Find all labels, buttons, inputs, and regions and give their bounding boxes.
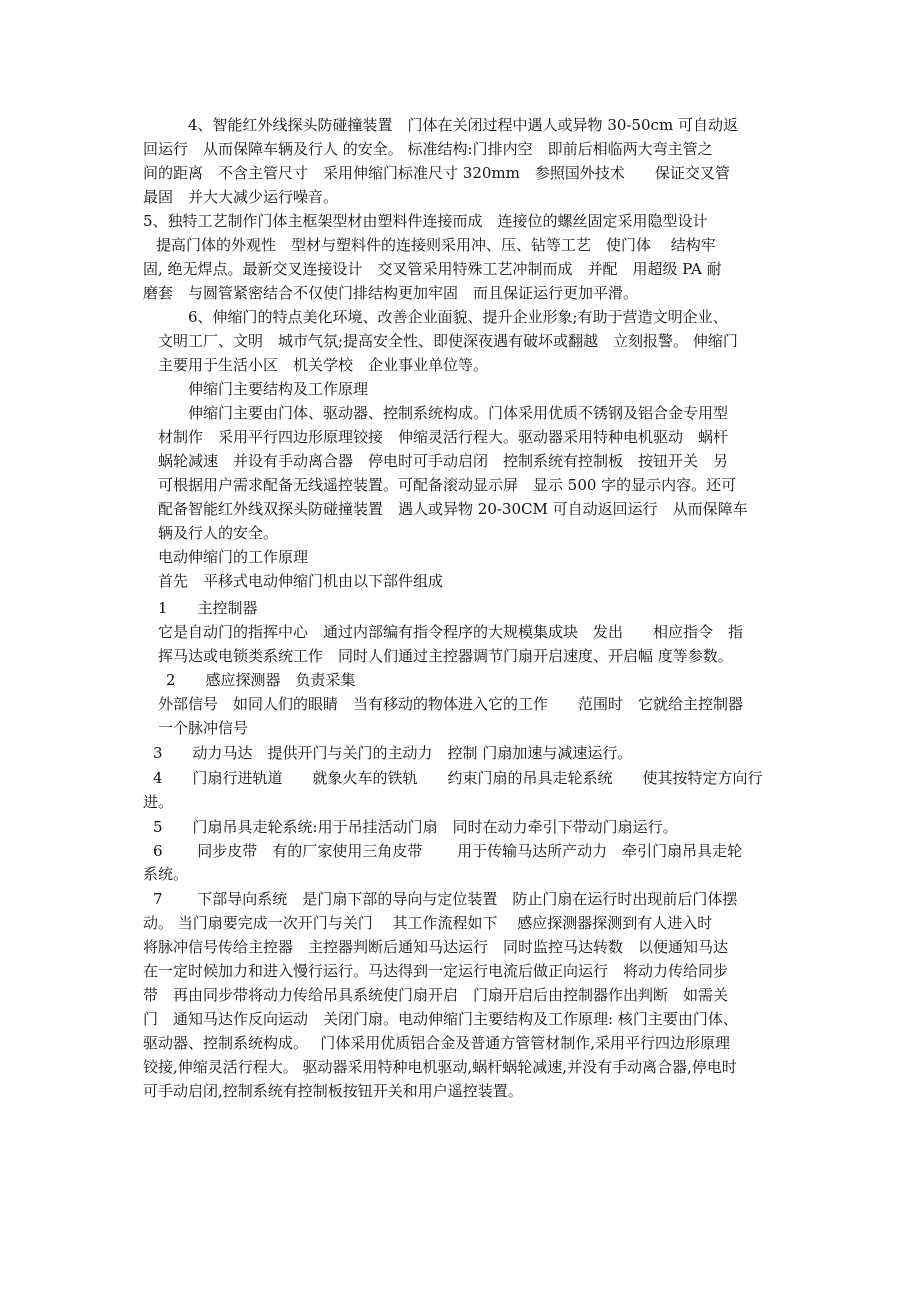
text-line: 文明工厂、文明 城市气氛;提高安全性、即使深夜遇有破坏或翻越 立刻报警。 伸缩门 [158,332,738,350]
text-line: 系统。 [143,865,189,883]
text-line: 配备智能红外线双探头防碰撞装置 遇人或异物 20-30CM 可自动返回运行 从而保障车 [158,500,748,518]
text-line: 它是自动门的指挥中心 通过内部编有指令程序的大规模集成块 发出 相应指令 指 [158,623,744,641]
text-line: 6 同步皮带 有的厂家使用三角皮带 用于传输马达所产动力 牵引门扇吊具走轮 [153,842,743,860]
text-line: 最固 并大大减少运行噪音。 [143,188,339,206]
text-line: 间的距离 不含主管尺寸 采用伸缩门标准尺寸 320mm 参照国外技术 保证交叉管 [143,164,730,182]
text-line: 主要用于生活小区 机关学校 企业事业单位等。 [158,356,489,374]
text-line: 进。 [143,793,174,811]
text-line: 驱动器、控制系统构成。 门体采用优质铝合金及普通方管管材制作,采用平行四边形原理 [143,1034,731,1052]
text-line: 材制作 采用平行四边形原理铰接 伸缩灵活行程大。驱动器采用特种电机驱动 蜗杆 [158,428,729,446]
text-line: 挥马达或电锁类系统工作 同时人们通过主控器调节门扇开启速度、开启幅 度等参数。 [158,647,733,665]
text-line: 将脉冲信号传给主控器 主控器判断后通知马达运行 同时监控马达转数 以便通知马达 [143,938,729,956]
text-line: 首先 平移式电动伸缩门机由以下部件组成 [158,572,444,590]
text-line: 铰接,伸缩灵活行程大。 驱动器采用特种电机驱动,蜗杆蜗轮减速,并没有手动离合器,停电时 [143,1058,737,1076]
text-line: 一个脉冲信号 [158,719,249,737]
text-line: 伸缩门主要由门体、驱动器、控制系统构成。门体采用优质不锈钢及铝合金专用型 [188,404,729,422]
text-line: 门 通知马达作反向运动 关闭门扇。电动伸缩门主要结构及工作原理: 核门主要由门体、 [143,1010,738,1028]
text-line: 3 动力马达 提供开门与关门的主动力 控制 门扇加速与减速运行。 [153,744,633,762]
section-heading: 伸缩门主要结构及工作原理 [188,380,369,398]
text-line: 1 主控制器 [158,599,258,617]
text-line: 6、伸缩门的特点美化环境、改善企业面貌、提升企业形象;有助于营造文明企业、 [188,308,728,326]
text-line: 外部信号 如同人们的眼睛 当有移动的物体进入它的工作 范围时 它就给主控制器 [158,695,744,713]
text-line: 2 感应探测器 负责采集 [166,671,356,689]
text-line: 4、智能红外线探头防碰撞装置 门体在关闭过程中遇人或异物 30-50cm 可自动返 [188,116,738,134]
text-line: 动。 当门扇要完成一次开门与关门 其工作流程如下 感应探测器探测到有人进入时 [143,914,713,932]
section-heading: 电动伸缩门的工作原理 [158,548,309,566]
text-line: 回运行 从而保障车辆及行人 的安全。 标准结构:门排内空 即前后相临两大弯主管之 [143,140,713,158]
text-line: 7 下部导向系统 是门扇下部的导向与定位装置 防止门扇在运行时出现前后门体摆 [153,890,738,908]
text-line: 在一定时候加力和进入慢行运行。马达得到一定运行电流后做正向运行 将动力传给同步 [143,962,729,980]
text-line: 提高门体的外观性 型材与塑料件的连接则采用冲、压、钻等工艺 使门体 结构牢 [156,236,716,254]
text-line: 5 门扇吊具走轮系统:用于吊挂活动门扇 同时在动力牵引下带动门扇运行。 [153,818,678,836]
text-line: 带 再由同步带将动力传给吊具系统使门扇开启 门扇开启后由控制器作出判断 如需关 [143,986,729,1004]
text-line: 蜗轮减速 并设有手动离合器 停电时可手动启闭 控制系统有控制板 按钮开关 另 [158,452,729,470]
text-line: 5、独特工艺制作门体主框架型材由塑料件连接而成 连接位的螺丝固定采用隐型设计 [143,212,708,230]
text-line: 固, 绝无焊点。最新交叉连接设计 交叉管采用特殊工艺冲制而成 并配 用超级 PA 耐 [143,260,722,278]
text-line: 磨套 与圆管紧密结合不仅使门排结构更加牢固 而且保证运行更加平滑。 [143,284,639,302]
text-line: 辆及行人的安全。 [158,524,279,542]
text-line: 4 门扇行进轨道 就象火车的铁轨 约束门扇的吊具走轮系统 使其按特定方向行 [153,769,763,787]
text-line: 可根据用户需求配备无线遥控装置。可配备滚动显示屏 显示 500 字的显示内容。还可 [158,476,737,494]
text-line: 可手动启闭,控制系统有控制板按钮开关和用户遥控装置。 [143,1082,523,1100]
